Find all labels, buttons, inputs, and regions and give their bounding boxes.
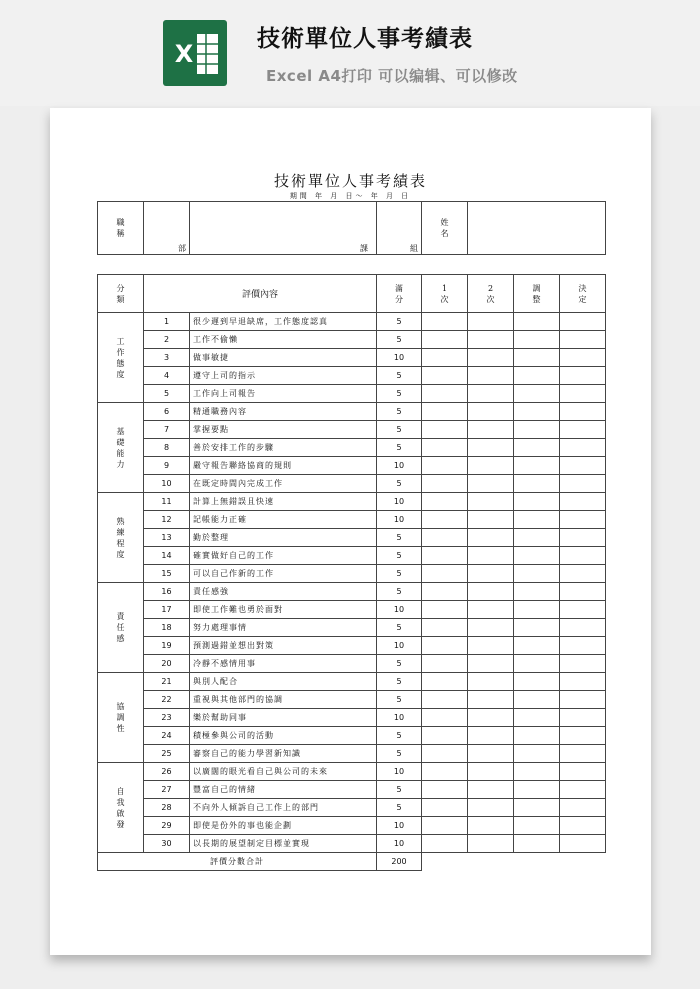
second-score-cell[interactable] xyxy=(468,763,514,781)
item-content: 記帳能力正確 xyxy=(190,511,377,529)
second-score-cell[interactable] xyxy=(468,529,514,547)
item-full-score: 5 xyxy=(377,475,422,493)
category-cell xyxy=(98,583,144,673)
name-label-cell xyxy=(422,202,468,255)
decision-score-cell[interactable] xyxy=(560,511,606,529)
adjust-score-cell[interactable] xyxy=(514,475,560,493)
second-score-cell[interactable] xyxy=(468,655,514,673)
group-label: 組 xyxy=(410,244,418,253)
item-number: 13 xyxy=(144,529,190,547)
info-table xyxy=(97,201,606,255)
second-score-cell[interactable] xyxy=(468,349,514,367)
item-full-score: 5 xyxy=(377,619,422,637)
item-content: 掌握要點 xyxy=(190,421,377,439)
col-header-full-score: 滿分 xyxy=(377,275,422,313)
category-label: 自我啟發 xyxy=(116,786,125,829)
table-row xyxy=(98,637,606,655)
item-content: 與別人配合 xyxy=(190,673,377,691)
second-score-cell[interactable] xyxy=(468,673,514,691)
adjust-score-cell[interactable] xyxy=(514,637,560,655)
page-header xyxy=(0,0,700,106)
adjust-score-cell[interactable] xyxy=(514,385,560,403)
item-full-score: 5 xyxy=(377,781,422,799)
item-full-score: 5 xyxy=(377,313,422,331)
first-score-cell[interactable] xyxy=(422,601,468,619)
table-row xyxy=(98,745,606,763)
item-content: 責任感強 xyxy=(190,583,377,601)
item-number: 9 xyxy=(144,457,190,475)
table-row xyxy=(98,457,606,475)
total-score: 200 xyxy=(377,853,422,871)
adjust-score-cell[interactable] xyxy=(514,745,560,763)
item-full-score: 5 xyxy=(377,403,422,421)
excel-icon-letter: X xyxy=(174,40,194,68)
adjust-score-cell[interactable] xyxy=(514,817,560,835)
second-score-cell[interactable] xyxy=(468,511,514,529)
category-label: 熟練程度 xyxy=(116,516,125,559)
adjust-score-cell[interactable] xyxy=(514,691,560,709)
second-score-cell[interactable] xyxy=(468,313,514,331)
decision-score-cell[interactable] xyxy=(560,583,606,601)
item-number: 16 xyxy=(144,583,190,601)
item-number: 2 xyxy=(144,331,190,349)
second-score-cell[interactable] xyxy=(468,493,514,511)
decision-score-cell[interactable] xyxy=(560,637,606,655)
decision-score-cell[interactable] xyxy=(560,529,606,547)
item-content: 精通職務內容 xyxy=(190,403,377,421)
category-label: 責任感 xyxy=(116,612,125,643)
decision-score-cell[interactable] xyxy=(560,745,606,763)
adjust-score-cell[interactable] xyxy=(514,601,560,619)
table-row xyxy=(98,835,606,853)
item-content: 計算上無錯誤且快速 xyxy=(190,493,377,511)
second-score-cell[interactable] xyxy=(468,745,514,763)
decision-score-cell[interactable] xyxy=(560,493,606,511)
first-score-cell[interactable] xyxy=(422,313,468,331)
item-number: 30 xyxy=(144,835,190,853)
first-score-cell[interactable] xyxy=(422,745,468,763)
item-full-score: 10 xyxy=(377,763,422,781)
item-content: 預測過錯並想出對策 xyxy=(190,637,377,655)
decision-score-cell[interactable] xyxy=(560,709,606,727)
table-row xyxy=(98,763,606,781)
name-value-cell[interactable] xyxy=(468,202,606,255)
adjust-score-cell[interactable] xyxy=(514,367,560,385)
adjust-score-cell[interactable] xyxy=(514,673,560,691)
first-score-cell[interactable] xyxy=(422,367,468,385)
item-number: 19 xyxy=(144,637,190,655)
decision-score-cell[interactable] xyxy=(560,313,606,331)
table-row xyxy=(98,367,606,385)
table-row xyxy=(98,511,606,529)
decision-score-cell[interactable] xyxy=(560,385,606,403)
item-full-score: 10 xyxy=(377,817,422,835)
adjust-score-cell[interactable] xyxy=(514,457,560,475)
item-full-score: 5 xyxy=(377,331,422,349)
item-number: 26 xyxy=(144,763,190,781)
item-number: 8 xyxy=(144,439,190,457)
adjust-score-cell[interactable] xyxy=(514,727,560,745)
item-number: 28 xyxy=(144,799,190,817)
page-title: 技術單位人事考績表 xyxy=(257,26,473,52)
first-score-cell[interactable] xyxy=(422,673,468,691)
item-number: 27 xyxy=(144,781,190,799)
first-score-cell[interactable] xyxy=(422,421,468,439)
item-content: 很少遲到早退缺席，工作態度認真 xyxy=(190,313,377,331)
item-number: 23 xyxy=(144,709,190,727)
item-number: 6 xyxy=(144,403,190,421)
item-full-score: 10 xyxy=(377,457,422,475)
col-header-content: 評價內容 xyxy=(144,275,377,313)
decision-score-cell[interactable] xyxy=(560,349,606,367)
category-label: 基礎能力 xyxy=(116,426,125,469)
item-full-score: 10 xyxy=(377,349,422,367)
col-header-category: 分類 xyxy=(98,275,144,313)
item-content: 勤於整理 xyxy=(190,529,377,547)
decision-score-cell[interactable] xyxy=(560,619,606,637)
col-header-decision: 決定 xyxy=(560,275,606,313)
item-content: 冷靜不感情用事 xyxy=(190,655,377,673)
first-score-cell[interactable] xyxy=(422,511,468,529)
category-label: 工作態度 xyxy=(116,336,125,379)
second-score-cell[interactable] xyxy=(468,781,514,799)
item-content: 善於安排工作的步驟 xyxy=(190,439,377,457)
first-score-cell[interactable] xyxy=(422,763,468,781)
table-header-row xyxy=(98,275,606,313)
second-score-cell[interactable] xyxy=(468,331,514,349)
first-score-cell[interactable] xyxy=(422,637,468,655)
first-score-cell[interactable] xyxy=(422,457,468,475)
first-score-cell[interactable] xyxy=(422,547,468,565)
item-content: 工作不偷懶 xyxy=(190,331,377,349)
category-cell xyxy=(98,403,144,493)
decision-score-cell[interactable] xyxy=(560,565,606,583)
decision-score-cell[interactable] xyxy=(560,457,606,475)
decision-score-cell[interactable] xyxy=(560,655,606,673)
item-content: 審察自己的能力學習新知識 xyxy=(190,745,377,763)
item-number: 21 xyxy=(144,673,190,691)
table-row xyxy=(98,655,606,673)
excel-icon xyxy=(163,20,227,86)
first-score-cell[interactable] xyxy=(422,691,468,709)
second-score-cell[interactable] xyxy=(468,547,514,565)
item-full-score: 5 xyxy=(377,673,422,691)
first-score-cell[interactable] xyxy=(422,565,468,583)
item-number: 15 xyxy=(144,565,190,583)
item-content: 工作向上司報告 xyxy=(190,385,377,403)
adjust-score-cell[interactable] xyxy=(514,583,560,601)
decision-score-cell[interactable] xyxy=(560,835,606,853)
adjust-score-cell[interactable] xyxy=(514,439,560,457)
second-score-cell[interactable] xyxy=(468,619,514,637)
item-content: 做事敏捷 xyxy=(190,349,377,367)
first-score-cell[interactable] xyxy=(422,385,468,403)
second-score-cell[interactable] xyxy=(468,709,514,727)
table-row xyxy=(98,781,606,799)
page-subtitle: Excel A4打印 可以编辑、可以修改 xyxy=(266,67,518,85)
adjust-score-cell[interactable] xyxy=(514,529,560,547)
item-number: 10 xyxy=(144,475,190,493)
second-score-cell[interactable] xyxy=(468,691,514,709)
second-score-cell[interactable] xyxy=(468,385,514,403)
item-number: 11 xyxy=(144,493,190,511)
second-score-cell[interactable] xyxy=(468,601,514,619)
first-score-cell[interactable] xyxy=(422,439,468,457)
first-score-cell[interactable] xyxy=(422,331,468,349)
item-full-score: 5 xyxy=(377,439,422,457)
table-row xyxy=(98,691,606,709)
decision-score-cell[interactable] xyxy=(560,601,606,619)
item-full-score: 5 xyxy=(377,655,422,673)
item-full-score: 5 xyxy=(377,529,422,547)
group-cell[interactable] xyxy=(377,202,422,255)
item-full-score: 5 xyxy=(377,385,422,403)
adjust-score-cell[interactable] xyxy=(514,421,560,439)
adjust-score-cell[interactable] xyxy=(514,799,560,817)
item-content: 重視與其他部門的協調 xyxy=(190,691,377,709)
item-full-score: 10 xyxy=(377,835,422,853)
item-full-score: 10 xyxy=(377,709,422,727)
adjust-score-cell[interactable] xyxy=(514,331,560,349)
decision-score-cell[interactable] xyxy=(560,367,606,385)
adjust-score-cell[interactable] xyxy=(514,835,560,853)
decision-score-cell[interactable] xyxy=(560,691,606,709)
item-content: 即使工作難也勇於面對 xyxy=(190,601,377,619)
item-number: 17 xyxy=(144,601,190,619)
table-row xyxy=(98,601,606,619)
item-number: 5 xyxy=(144,385,190,403)
first-score-cell[interactable] xyxy=(422,403,468,421)
item-content: 可以自己作新的工作 xyxy=(190,565,377,583)
decision-score-cell[interactable] xyxy=(560,475,606,493)
item-number: 18 xyxy=(144,619,190,637)
table-row xyxy=(98,709,606,727)
table-row xyxy=(98,817,606,835)
item-content: 豐富自己的情緒 xyxy=(190,781,377,799)
total-row xyxy=(98,853,606,871)
table-row xyxy=(98,403,606,421)
decision-score-cell[interactable] xyxy=(560,799,606,817)
first-score-cell[interactable] xyxy=(422,529,468,547)
adjust-score-cell[interactable] xyxy=(514,781,560,799)
decision-score-cell[interactable] xyxy=(560,781,606,799)
decision-score-cell[interactable] xyxy=(560,727,606,745)
item-full-score: 5 xyxy=(377,367,422,385)
adjust-score-cell[interactable] xyxy=(514,763,560,781)
second-score-cell[interactable] xyxy=(468,457,514,475)
adjust-score-cell[interactable] xyxy=(514,511,560,529)
col-header-first: 1次 xyxy=(422,275,468,313)
item-full-score: 5 xyxy=(377,727,422,745)
total-blank xyxy=(422,853,606,871)
first-score-cell[interactable] xyxy=(422,817,468,835)
col-header-adjust: 調整 xyxy=(514,275,560,313)
position-label-cell xyxy=(98,202,144,255)
document-title: 技術單位人事考績表 xyxy=(273,172,427,190)
category-cell xyxy=(98,673,144,763)
second-score-cell[interactable] xyxy=(468,403,514,421)
table-row xyxy=(98,385,606,403)
category-label: 協調性 xyxy=(116,702,125,733)
table-row xyxy=(98,493,606,511)
item-content: 即使是份外的事也能企劃 xyxy=(190,817,377,835)
second-score-cell[interactable] xyxy=(468,439,514,457)
item-full-score: 5 xyxy=(377,565,422,583)
table-row xyxy=(98,565,606,583)
category-cell xyxy=(98,313,144,403)
table-row xyxy=(98,529,606,547)
col-header-second: 2次 xyxy=(468,275,514,313)
adjust-score-cell[interactable] xyxy=(514,655,560,673)
category-cell xyxy=(98,493,144,583)
item-full-score: 5 xyxy=(377,745,422,763)
item-content: 不向外人傾訴自己工作上的部門 xyxy=(190,799,377,817)
adjust-score-cell[interactable] xyxy=(514,619,560,637)
period-line: 期間 年 月 日～ 年 月 日 xyxy=(289,192,412,200)
item-full-score: 5 xyxy=(377,799,422,817)
table-row xyxy=(98,583,606,601)
item-number: 20 xyxy=(144,655,190,673)
decision-score-cell[interactable] xyxy=(560,547,606,565)
evaluation-table xyxy=(97,274,606,871)
first-score-cell[interactable] xyxy=(422,799,468,817)
table-row xyxy=(98,799,606,817)
second-score-cell[interactable] xyxy=(468,367,514,385)
item-number: 4 xyxy=(144,367,190,385)
item-content: 樂於幫助同事 xyxy=(190,709,377,727)
second-score-cell[interactable] xyxy=(468,727,514,745)
first-score-cell[interactable] xyxy=(422,493,468,511)
table-row xyxy=(98,421,606,439)
second-score-cell[interactable] xyxy=(468,637,514,655)
adjust-score-cell[interactable] xyxy=(514,547,560,565)
item-content: 積極參與公司的活動 xyxy=(190,727,377,745)
item-number: 12 xyxy=(144,511,190,529)
first-score-cell[interactable] xyxy=(422,475,468,493)
decision-score-cell[interactable] xyxy=(560,403,606,421)
adjust-score-cell[interactable] xyxy=(514,493,560,511)
adjust-score-cell[interactable] xyxy=(514,403,560,421)
table-row xyxy=(98,547,606,565)
table-row xyxy=(98,349,606,367)
item-full-score: 5 xyxy=(377,691,422,709)
item-number: 7 xyxy=(144,421,190,439)
item-content: 以長期的展望制定目標並實現 xyxy=(190,835,377,853)
item-content: 確實做好自己的工作 xyxy=(190,547,377,565)
item-full-score: 10 xyxy=(377,511,422,529)
category-cell xyxy=(98,763,144,853)
item-number: 3 xyxy=(144,349,190,367)
section-label: 課 xyxy=(360,244,368,253)
total-label: 評價分數合計 xyxy=(98,853,377,871)
first-score-cell[interactable] xyxy=(422,583,468,601)
item-number: 25 xyxy=(144,745,190,763)
adjust-score-cell[interactable] xyxy=(514,709,560,727)
decision-score-cell[interactable] xyxy=(560,421,606,439)
second-score-cell[interactable] xyxy=(468,421,514,439)
adjust-score-cell[interactable] xyxy=(514,565,560,583)
first-score-cell[interactable] xyxy=(422,781,468,799)
table-row xyxy=(98,439,606,457)
item-number: 14 xyxy=(144,547,190,565)
table-row xyxy=(98,727,606,745)
first-score-cell[interactable] xyxy=(422,835,468,853)
first-score-cell[interactable] xyxy=(422,727,468,745)
second-score-cell[interactable] xyxy=(468,799,514,817)
first-score-cell[interactable] xyxy=(422,709,468,727)
item-full-score: 10 xyxy=(377,601,422,619)
decision-score-cell[interactable] xyxy=(560,439,606,457)
section-cell[interactable] xyxy=(190,202,377,255)
item-content: 在既定時間內完成工作 xyxy=(190,475,377,493)
second-score-cell[interactable] xyxy=(468,565,514,583)
item-full-score: 10 xyxy=(377,637,422,655)
table-row xyxy=(98,673,606,691)
second-score-cell[interactable] xyxy=(468,583,514,601)
adjust-score-cell[interactable] xyxy=(514,313,560,331)
position-label: 職稱 xyxy=(116,218,125,238)
item-full-score: 5 xyxy=(377,421,422,439)
decision-score-cell[interactable] xyxy=(560,331,606,349)
item-number: 29 xyxy=(144,817,190,835)
first-score-cell[interactable] xyxy=(422,349,468,367)
adjust-score-cell[interactable] xyxy=(514,349,560,367)
item-number: 24 xyxy=(144,727,190,745)
item-full-score: 5 xyxy=(377,583,422,601)
item-content: 嚴守報告聯絡協商的規則 xyxy=(190,457,377,475)
department-cell[interactable] xyxy=(144,202,190,255)
decision-score-cell[interactable] xyxy=(560,817,606,835)
item-number: 22 xyxy=(144,691,190,709)
table-row xyxy=(98,475,606,493)
decision-score-cell[interactable] xyxy=(560,673,606,691)
second-score-cell[interactable] xyxy=(468,475,514,493)
item-number: 1 xyxy=(144,313,190,331)
decision-score-cell[interactable] xyxy=(560,763,606,781)
name-label: 姓名 xyxy=(440,218,449,238)
table-row xyxy=(98,331,606,349)
second-score-cell[interactable] xyxy=(468,835,514,853)
item-content: 努力處理事情 xyxy=(190,619,377,637)
item-full-score: 5 xyxy=(377,547,422,565)
department-label: 部 xyxy=(178,244,186,253)
first-score-cell[interactable] xyxy=(422,655,468,673)
table-row xyxy=(98,619,606,637)
item-full-score: 10 xyxy=(377,493,422,511)
table-row xyxy=(98,313,606,331)
first-score-cell[interactable] xyxy=(422,619,468,637)
item-content: 以廣闊的眼光看自己與公司的未來 xyxy=(190,763,377,781)
item-content: 遵守上司的指示 xyxy=(190,367,377,385)
second-score-cell[interactable] xyxy=(468,817,514,835)
